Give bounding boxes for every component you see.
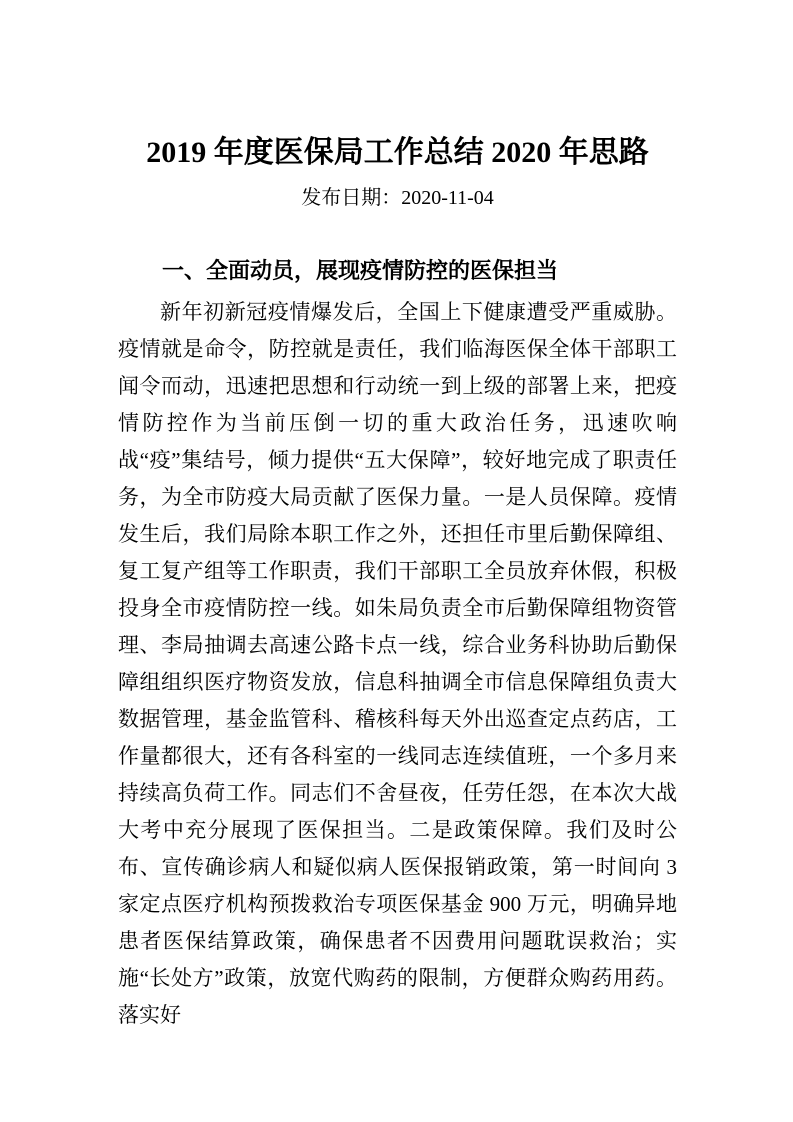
- body-paragraph: 新年初新冠疫情爆发后，全国上下健康遭受严重威胁。疫情就是命令，防控就是责任，我们临海医保全体干部职工闻令而动，迅速把思想和行动统一到上级的部署上来，把疫情防控作为当前压倒一切的重大政治任务，迅速吹响战“疫”集结号，倾力提供“五大保障”，较好地完成了职责任务，为全市防疫大局贡献了医保力量。一是人员保障。疫情发生后，我们局除本职工作之外，还担任市里后勤保障组、复工复产组等工作职责，我们干部职工全员放弃休假，积极投身全市疫情防控一线。如朱局负责全市后勤保障组物资管理、李局抽调去高速公路卡点一线，综合业务科协助后勤保障组组织医疗物资发放，信息科抽调全市信息保障组负责大数据管理，基金监管科、稽核科每天外出巡查定点药店，工作量都很大，还有各科室的一线同志连续值班，一个多月来持续高负荷工作。同志们不舍昼夜，任劳任怨，在本次大战大考中充分展现了医保担当。二是政策保障。我们及时公布、宣传确诊病人和疑似病人医保报销政策，第一时间向 3 家定点医疗机构预拨救治专项医保基金 900 万元，明确异地患者医保结算政策，确保患者不因费用问题耽误救治；实施“长处方”政策，放宽代购药的限制，方便群众购药用药。落实好: [118, 300, 677, 1027]
- publish-date-line: [118, 185, 677, 211]
- publish-date-value: 2020-11-04: [401, 187, 494, 209]
- section-heading: 一、全面动员，展现疫情防控的医保担当: [162, 258, 559, 283]
- publish-date-label: 发布日期：: [301, 187, 402, 209]
- document-content: [118, 133, 677, 1034]
- page-title: 2019 年度医保局工作总结 2020 年思路: [146, 136, 649, 169]
